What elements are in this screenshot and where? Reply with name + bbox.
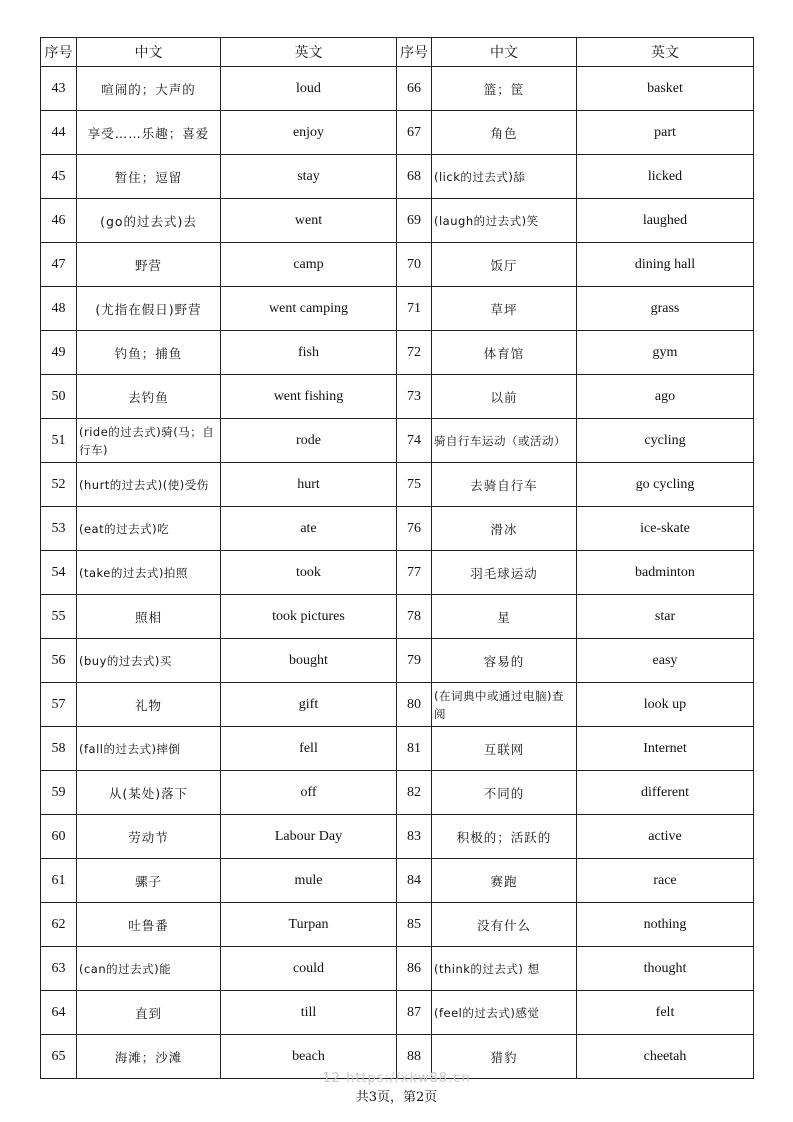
table-header: [41, 38, 754, 67]
right-english-cell: cycling: [577, 419, 754, 463]
right-number-cell: 87: [397, 991, 432, 1035]
right-number-cell: 85: [397, 903, 432, 947]
left-english-cell: went: [221, 199, 397, 243]
right-chinese-cell: 羽毛球运动: [432, 551, 577, 595]
table-row: [41, 595, 754, 639]
header-right-english: 英文: [577, 38, 754, 67]
right-number-cell: 72: [397, 331, 432, 375]
right-chinese-cell: 以前: [432, 375, 577, 419]
right-english-cell: laughed: [577, 199, 754, 243]
left-english-cell: hurt: [221, 463, 397, 507]
left-english-cell: enjoy: [221, 111, 397, 155]
vocabulary-table: [40, 37, 754, 1079]
left-english-cell: went fishing: [221, 375, 397, 419]
left-english-cell: camp: [221, 243, 397, 287]
left-chinese-cell: 海滩；沙滩: [77, 1035, 221, 1079]
right-number-cell: 68: [397, 155, 432, 199]
right-chinese-cell: (在词典中或通过电脑)查阅: [432, 683, 577, 727]
left-chinese-cell: 劳动节: [77, 815, 221, 859]
right-english-cell: go cycling: [577, 463, 754, 507]
right-chinese-cell: 骑自行车运动（或活动）: [432, 419, 577, 463]
right-number-cell: 73: [397, 375, 432, 419]
header-row: [41, 38, 754, 67]
right-number-cell: 76: [397, 507, 432, 551]
right-chinese-cell: 滑冰: [432, 507, 577, 551]
left-number-cell: 47: [41, 243, 77, 287]
left-number-cell: 65: [41, 1035, 77, 1079]
header-right-chinese: 中文: [432, 38, 577, 67]
right-english-cell: dining hall: [577, 243, 754, 287]
right-english-cell: look up: [577, 683, 754, 727]
right-number-cell: 82: [397, 771, 432, 815]
left-english-cell: fell: [221, 727, 397, 771]
left-number-cell: 46: [41, 199, 77, 243]
right-chinese-cell: 猎豹: [432, 1035, 577, 1079]
left-chinese-cell: (take的过去式)拍照: [77, 551, 221, 595]
right-english-cell: badminton: [577, 551, 754, 595]
left-number-cell: 63: [41, 947, 77, 991]
left-chinese-cell: (go的过去式)去: [77, 199, 221, 243]
left-chinese-cell: (buy的过去式)买: [77, 639, 221, 683]
left-english-cell: went camping: [221, 287, 397, 331]
left-english-cell: rode: [221, 419, 397, 463]
right-chinese-cell: 草坪: [432, 287, 577, 331]
right-number-cell: 66: [397, 67, 432, 111]
table-row: [41, 199, 754, 243]
left-number-cell: 60: [41, 815, 77, 859]
right-chinese-cell: 不同的: [432, 771, 577, 815]
table-row: [41, 507, 754, 551]
left-number-cell: 61: [41, 859, 77, 903]
left-chinese-cell: 喧闹的；大声的: [77, 67, 221, 111]
right-chinese-cell: 体育馆: [432, 331, 577, 375]
header-left-english: 英文: [221, 38, 397, 67]
left-number-cell: 45: [41, 155, 77, 199]
table-row: [41, 375, 754, 419]
right-chinese-cell: 篮；筐: [432, 67, 577, 111]
right-english-cell: different: [577, 771, 754, 815]
left-chinese-cell: 礼物: [77, 683, 221, 727]
right-chinese-cell: 角色: [432, 111, 577, 155]
right-english-cell: ice-skate: [577, 507, 754, 551]
table-body: [41, 67, 754, 1079]
right-chinese-cell: 没有什么: [432, 903, 577, 947]
right-chinese-cell: 赛跑: [432, 859, 577, 903]
right-number-cell: 70: [397, 243, 432, 287]
right-english-cell: star: [577, 595, 754, 639]
right-number-cell: 77: [397, 551, 432, 595]
left-chinese-cell: 享受……乐趣；喜爱: [77, 111, 221, 155]
right-chinese-cell: (laugh的过去式)笑: [432, 199, 577, 243]
left-number-cell: 55: [41, 595, 77, 639]
header-right-number: 序号: [397, 38, 432, 67]
left-number-cell: 62: [41, 903, 77, 947]
left-english-cell: gift: [221, 683, 397, 727]
left-chinese-cell: (hurt的过去式)(使)受伤: [77, 463, 221, 507]
table-row: [41, 155, 754, 199]
right-number-cell: 88: [397, 1035, 432, 1079]
left-english-cell: loud: [221, 67, 397, 111]
right-number-cell: 79: [397, 639, 432, 683]
right-english-cell: licked: [577, 155, 754, 199]
table-row: [41, 243, 754, 287]
left-number-cell: 59: [41, 771, 77, 815]
left-english-cell: took: [221, 551, 397, 595]
left-number-cell: 48: [41, 287, 77, 331]
left-english-cell: Labour Day: [221, 815, 397, 859]
right-chinese-cell: 积极的；活跃的: [432, 815, 577, 859]
left-number-cell: 57: [41, 683, 77, 727]
left-chinese-cell: 去钓鱼: [77, 375, 221, 419]
right-chinese-cell: 星: [432, 595, 577, 639]
left-chinese-cell: 骡子: [77, 859, 221, 903]
left-english-cell: beach: [221, 1035, 397, 1079]
right-chinese-cell: 容易的: [432, 639, 577, 683]
right-english-cell: active: [577, 815, 754, 859]
left-chinese-cell: (fall的过去式)摔倒: [77, 727, 221, 771]
right-number-cell: 86: [397, 947, 432, 991]
right-number-cell: 69: [397, 199, 432, 243]
table-row: [41, 287, 754, 331]
left-english-cell: stay: [221, 155, 397, 199]
left-number-cell: 56: [41, 639, 77, 683]
right-english-cell: cheetah: [577, 1035, 754, 1079]
table-row: [41, 551, 754, 595]
right-english-cell: ago: [577, 375, 754, 419]
left-english-cell: ate: [221, 507, 397, 551]
table-row: [41, 683, 754, 727]
right-english-cell: Internet: [577, 727, 754, 771]
header-left-chinese: 中文: [77, 38, 221, 67]
right-english-cell: grass: [577, 287, 754, 331]
left-chinese-cell: 吐鲁番: [77, 903, 221, 947]
left-english-cell: mule: [221, 859, 397, 903]
table-row: [41, 419, 754, 463]
right-chinese-cell: (think的过去式) 想: [432, 947, 577, 991]
right-english-cell: gym: [577, 331, 754, 375]
right-english-cell: basket: [577, 67, 754, 111]
table-row: [41, 903, 754, 947]
left-chinese-cell: 暂住；逗留: [77, 155, 221, 199]
left-number-cell: 54: [41, 551, 77, 595]
right-number-cell: 74: [397, 419, 432, 463]
right-english-cell: nothing: [577, 903, 754, 947]
left-chinese-cell: 野营: [77, 243, 221, 287]
left-english-cell: bought: [221, 639, 397, 683]
left-chinese-cell: (尤指在假日)野营: [77, 287, 221, 331]
left-english-cell: Turpan: [221, 903, 397, 947]
table-row: [41, 111, 754, 155]
right-english-cell: easy: [577, 639, 754, 683]
left-english-cell: off: [221, 771, 397, 815]
table-row: [41, 331, 754, 375]
left-chinese-cell: 照相: [77, 595, 221, 639]
right-english-cell: thought: [577, 947, 754, 991]
left-number-cell: 51: [41, 419, 77, 463]
page-footer: 共3页，第2页: [355, 1090, 438, 1105]
right-number-cell: 75: [397, 463, 432, 507]
left-number-cell: 49: [41, 331, 77, 375]
table-row: [41, 991, 754, 1035]
table-row: [41, 463, 754, 507]
left-number-cell: 53: [41, 507, 77, 551]
header-left-number: 序号: [41, 38, 77, 67]
table-row: [41, 859, 754, 903]
right-english-cell: race: [577, 859, 754, 903]
table-row: [41, 815, 754, 859]
left-chinese-cell: 直到: [77, 991, 221, 1035]
table-row: [41, 639, 754, 683]
right-number-cell: 80: [397, 683, 432, 727]
right-english-cell: part: [577, 111, 754, 155]
table-row: [41, 727, 754, 771]
left-chinese-cell: 从(某处)落下: [77, 771, 221, 815]
left-number-cell: 58: [41, 727, 77, 771]
right-number-cell: 81: [397, 727, 432, 771]
left-english-cell: could: [221, 947, 397, 991]
left-english-cell: fish: [221, 331, 397, 375]
left-chinese-cell: (can的过去式)能: [77, 947, 221, 991]
right-chinese-cell: 饭厅: [432, 243, 577, 287]
right-chinese-cell: (lick的过去式)舔: [432, 155, 577, 199]
right-number-cell: 67: [397, 111, 432, 155]
right-english-cell: felt: [577, 991, 754, 1035]
watermark-url: 12 https://xkw88.cn: [322, 1071, 471, 1086]
right-number-cell: 84: [397, 859, 432, 903]
right-chinese-cell: 互联网: [432, 727, 577, 771]
right-number-cell: 71: [397, 287, 432, 331]
right-chinese-cell: 去骑自行车: [432, 463, 577, 507]
left-english-cell: till: [221, 991, 397, 1035]
left-number-cell: 50: [41, 375, 77, 419]
table-row: [41, 947, 754, 991]
left-chinese-cell: (ride的过去式)骑(马；自行车): [77, 419, 221, 463]
right-number-cell: 83: [397, 815, 432, 859]
table-row: [41, 771, 754, 815]
left-chinese-cell: (eat的过去式)吃: [77, 507, 221, 551]
left-english-cell: took pictures: [221, 595, 397, 639]
left-number-cell: 64: [41, 991, 77, 1035]
left-chinese-cell: 钓鱼；捕鱼: [77, 331, 221, 375]
left-number-cell: 52: [41, 463, 77, 507]
right-number-cell: 78: [397, 595, 432, 639]
right-chinese-cell: (feel的过去式)感觉: [432, 991, 577, 1035]
table-row: [41, 67, 754, 111]
left-number-cell: 43: [41, 67, 77, 111]
left-number-cell: 44: [41, 111, 77, 155]
